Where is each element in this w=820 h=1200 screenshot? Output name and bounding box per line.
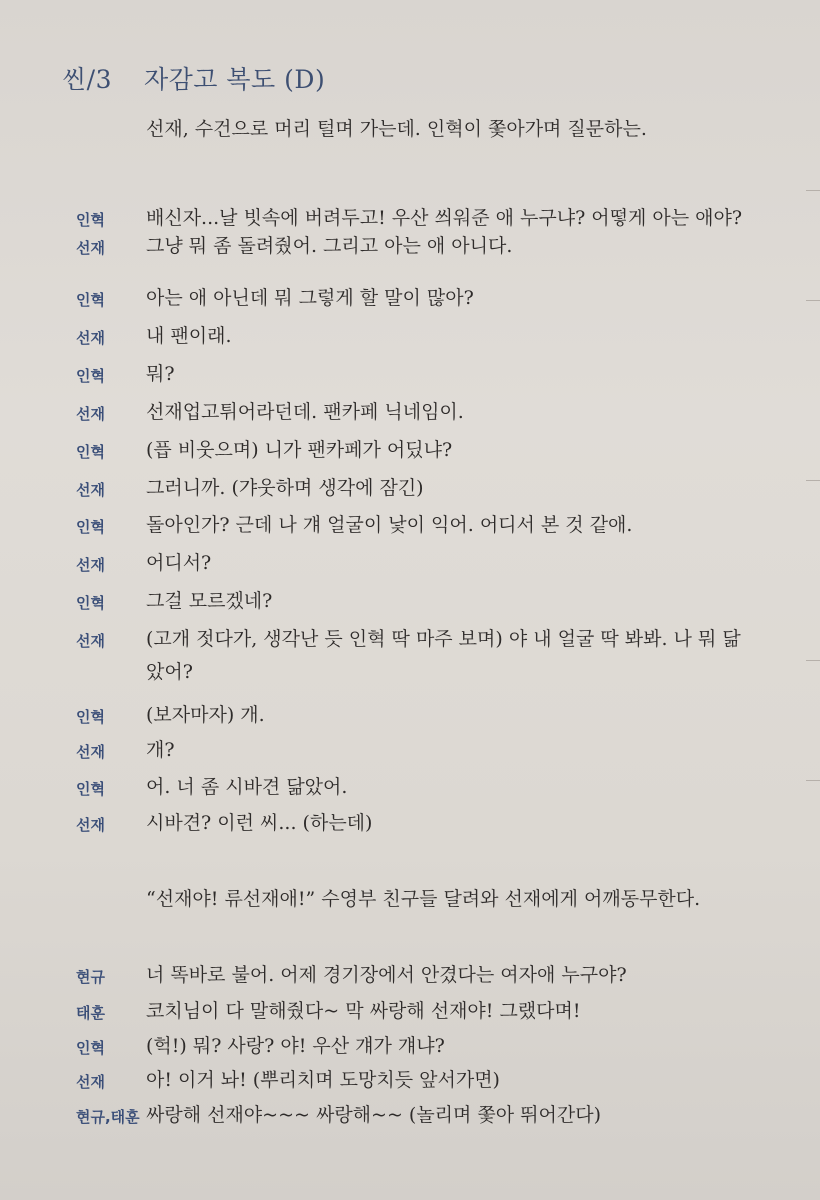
dialogue-text: (헉!) 뭐? 사랑? 야! 우산 걔가 걔냐? [146, 1035, 445, 1057]
dialogue-line [0, 700, 820, 730]
dialogue-text: 내 팬이래. [146, 325, 232, 347]
dialogue-line [0, 624, 820, 654]
speaker-name: 선재 [76, 556, 105, 574]
dialogue-line [0, 1065, 820, 1095]
speaker-name: 현규 [76, 968, 105, 986]
dialogue-text: 어디서? [146, 552, 212, 574]
dialogue-line [0, 510, 820, 540]
speaker-name: 선재 [76, 329, 105, 347]
speaker-name: 인혁 [76, 780, 105, 798]
action-line: 선재, 수건으로 머리 털며 가는데. 인혁이 쫓아가며 질문하는. [146, 118, 647, 140]
dialogue-text: 아! 이거 놔! (뿌리치며 도망치듯 앞서가면) [146, 1069, 500, 1091]
speaker-name: 선재 [76, 1073, 105, 1091]
dialogue-line [0, 283, 820, 313]
speaker-name: 현규,태훈 [76, 1108, 140, 1126]
speaker-name: 인혁 [76, 1039, 105, 1057]
dialogue-line [0, 772, 820, 802]
dialogue-text: 그냥 뭐 좀 돌려줬어. 그리고 아는 애 아니다. [146, 235, 513, 257]
dialogue-text: 았어? [146, 661, 193, 683]
dialogue-text: 돌아인가? 근데 나 걔 얼굴이 낯이 익어. 어디서 본 것 같애. [146, 514, 633, 536]
speaker-name: 인혁 [76, 211, 105, 229]
dialogue-text: 어. 너 좀 시바견 닮았어. [146, 776, 348, 798]
scene-location: 자감고 복도 (D) [144, 65, 326, 94]
speaker-name: 선재 [76, 743, 105, 761]
dialogue-line [0, 359, 820, 389]
speaker-name: 선재 [76, 816, 105, 834]
dialogue-text: 배신자...날 빗속에 버려두고! 우산 씌워준 애 누구냐? 어떻게 아는 애야? [146, 207, 743, 229]
speaker-name: 인혁 [76, 708, 105, 726]
dialogue-line [0, 435, 820, 465]
speaker-name: 태훈 [76, 1004, 105, 1022]
dialogue-line [0, 808, 820, 838]
speaker-name: 선재 [76, 405, 105, 423]
dialogue-line [0, 996, 820, 1026]
speaker-name: 인혁 [76, 594, 105, 612]
dialogue-line [0, 203, 820, 233]
dialogue-text: 그걸 모르겠네? [146, 590, 273, 612]
dialogue-line [0, 231, 820, 261]
dialogue-line [0, 473, 820, 503]
dialogue-line [0, 735, 820, 765]
dialogue-text: (고개 젓다가, 생각난 듯 인혁 딱 마주 보며) 야 내 얼굴 딱 봐봐. 나 뭐 닮 [146, 628, 741, 650]
speaker-name: 선재 [76, 239, 105, 257]
dialogue-line [0, 397, 820, 427]
dialogue-text: 개? [146, 739, 175, 761]
dialogue-text: 너 똑바로 불어. 어제 경기장에서 안겼다는 여자애 누구야? [146, 964, 627, 986]
margin-mark [806, 190, 820, 191]
speaker-name: 인혁 [76, 291, 105, 309]
dialogue-line [0, 960, 820, 990]
dialogue-text: 아는 애 아닌데 뭐 그렇게 할 말이 많아? [146, 287, 474, 309]
dialogue-text: 시바견? 이런 씨... (하는데) [146, 812, 373, 834]
scene-heading [62, 60, 325, 96]
speaker-name: 인혁 [76, 518, 105, 536]
speaker-name: 선재 [76, 481, 105, 499]
dialogue-line [0, 548, 820, 578]
action-line: “선재야! 류선재애!” 수영부 친구들 달려와 선재에게 어깨동무한다. [146, 888, 701, 910]
dialogue-text: 그러니까. (갸웃하며 생각에 잠긴) [146, 477, 424, 499]
scene-number: 씬/3 [62, 65, 112, 94]
dialogue-line [0, 1031, 820, 1061]
dialogue-text: 싸랑해 선재야~~~ 싸랑해~~ (놀리며 쫓아 뛰어간다) [146, 1104, 601, 1126]
speaker-name: 선재 [76, 632, 105, 650]
dialogue-line [0, 321, 820, 351]
dialogue-text: (픕 비웃으며) 니가 팬카페가 어딨냐? [146, 439, 453, 461]
dialogue-text: 코치님이 다 말해줬다~ 막 싸랑해 선재야! 그랬다며! [146, 1000, 581, 1022]
dialogue-text: (보자마자) 개. [146, 704, 265, 726]
dialogue-line [0, 586, 820, 616]
dialogue-text: 선재업고튀어라던데. 팬카페 닉네임이. [146, 401, 464, 423]
dialogue-line [0, 1100, 820, 1130]
dialogue-text: 뭐? [146, 363, 175, 385]
speaker-name: 인혁 [76, 367, 105, 385]
speaker-name: 인혁 [76, 443, 105, 461]
dialogue-continuation [0, 657, 820, 687]
